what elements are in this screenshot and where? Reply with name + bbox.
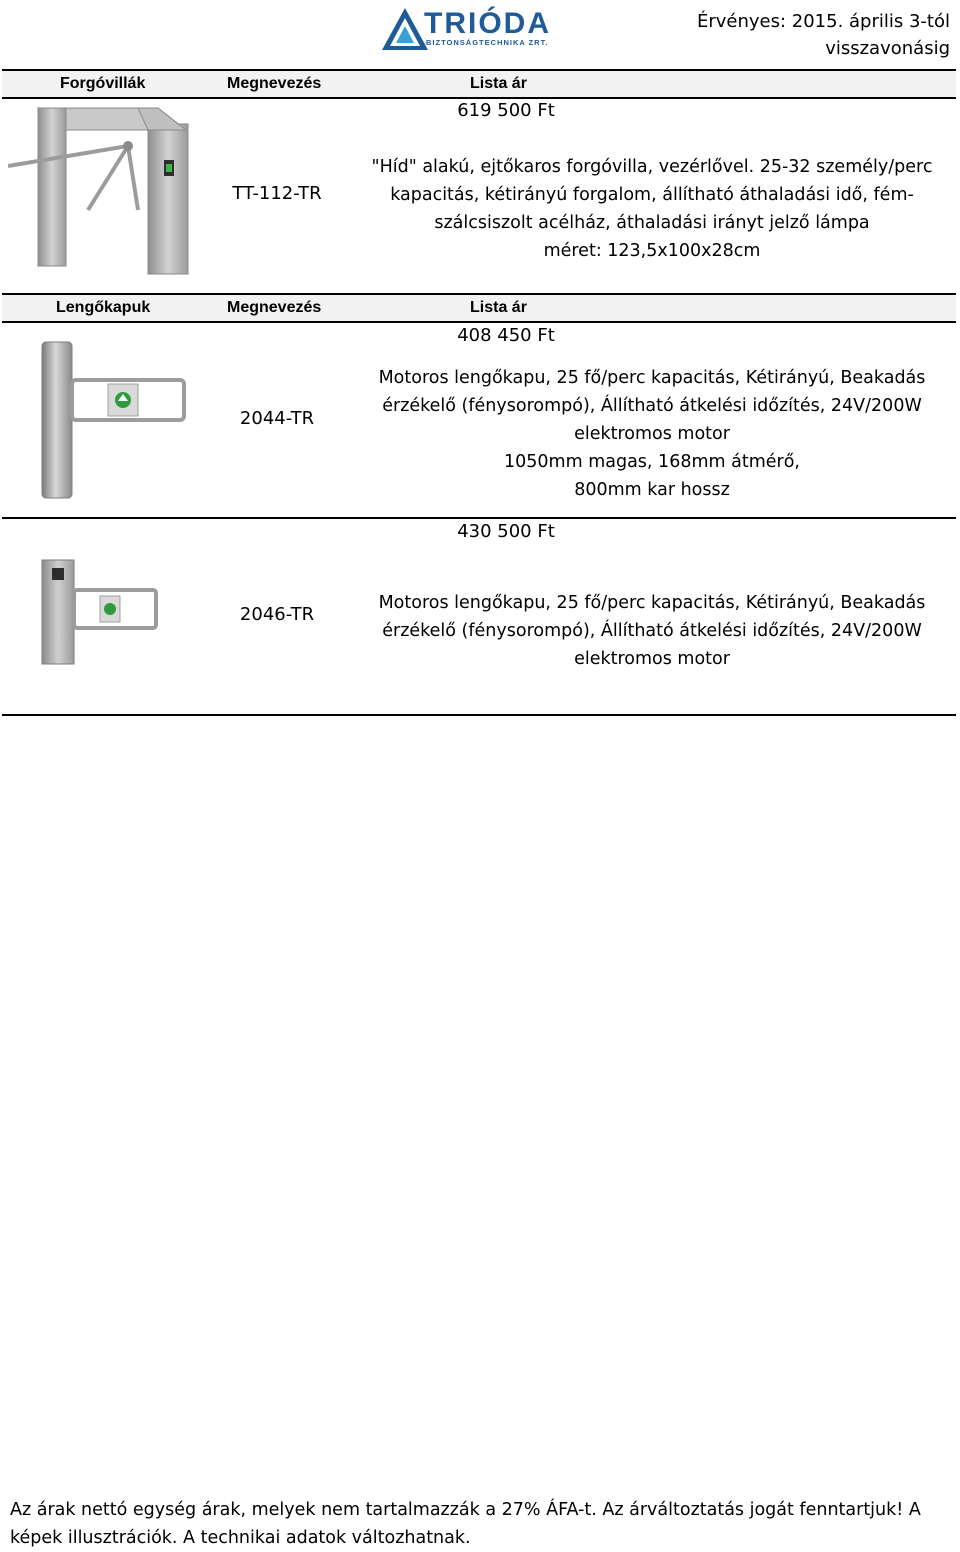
- validity-line-1: Érvényes: 2015. április 3-tól: [696, 11, 950, 32]
- description-line: 1050mm magas, 168mm átmérő,: [504, 452, 800, 472]
- description-line: 800mm kar hossz: [574, 480, 730, 500]
- product-code: 2044-TR: [239, 408, 315, 429]
- description-line: elektromos motor: [574, 424, 730, 444]
- description-line: "Híd" alakú, ejtőkaros forgóvilla, vezérlővel. 25-32 személy/perc: [371, 157, 933, 177]
- product-price: 619 500 Ft: [457, 100, 555, 121]
- swing-gate-cabinet-image: [40, 556, 160, 668]
- product-price: 430 500 Ft: [457, 521, 555, 542]
- description-line: kapacitás, kétirányú forgalom, állítható áthaladási idő, fém-: [390, 185, 914, 205]
- product-description: [362, 589, 942, 673]
- product-divider: [2, 517, 956, 519]
- column-header-name: Megnevezés: [227, 75, 322, 92]
- section-title: Lengőkapuk: [56, 299, 151, 316]
- description-line: érzékelő (fénysorompó), Állítható átkelési időzítés, 24V/200W: [382, 396, 922, 416]
- table-bottom-rule: [2, 714, 956, 716]
- footer-note: [10, 1496, 940, 1552]
- footer-line-2: képek illusztrációk. A technikai adatok változhatnak.: [10, 1528, 471, 1548]
- product-price: 408 450 Ft: [457, 325, 555, 346]
- column-header-price: Lista ár: [470, 75, 527, 92]
- logo-subtitle: BIZTONSÁGTECHNIKA ZRT.: [426, 38, 549, 47]
- validity-note: [690, 8, 950, 62]
- product-description: [362, 153, 942, 265]
- turnstile-image: [8, 100, 198, 276]
- description-line: Motoros lengőkapu, 25 fő/perc kapacitás, Kétirányú, Beakadás: [378, 368, 926, 388]
- description-line: érzékelő (fénysorompó), Állítható átkelési időzítés, 24V/200W: [382, 621, 922, 641]
- logo-triangle-icon: [380, 6, 430, 52]
- product-code: 2046-TR: [239, 604, 315, 625]
- product-description: [362, 364, 942, 504]
- description-line: Motoros lengőkapu, 25 fő/perc kapacitás, Kétirányú, Beakadás: [378, 593, 926, 613]
- section-header-lengokapuk: [2, 293, 956, 323]
- section-title: Forgóvillák: [60, 75, 146, 92]
- section-header-forgovillak: [2, 69, 956, 99]
- description-line: elektromos motor: [574, 649, 730, 669]
- logo-name: TRIÓDA: [424, 7, 551, 40]
- column-header-price: Lista ár: [470, 299, 527, 316]
- footer-line-1: Az árak nettó egység árak, melyek nem tartalmazzák a 27% ÁFA-t. Az árváltoztatás jogát fenntartjuk! A: [10, 1500, 921, 1520]
- product-code: TT-112-TR: [232, 183, 322, 204]
- description-line: méret: 123,5x100x28cm: [543, 241, 761, 261]
- description-line: szálcsiszolt acélház, áthaladási irányt jelző lámpa: [434, 213, 870, 233]
- column-header-name: Megnevezés: [227, 299, 322, 316]
- swing-gate-pole-image: [38, 340, 193, 500]
- validity-line-2: visszavonásig: [825, 38, 950, 59]
